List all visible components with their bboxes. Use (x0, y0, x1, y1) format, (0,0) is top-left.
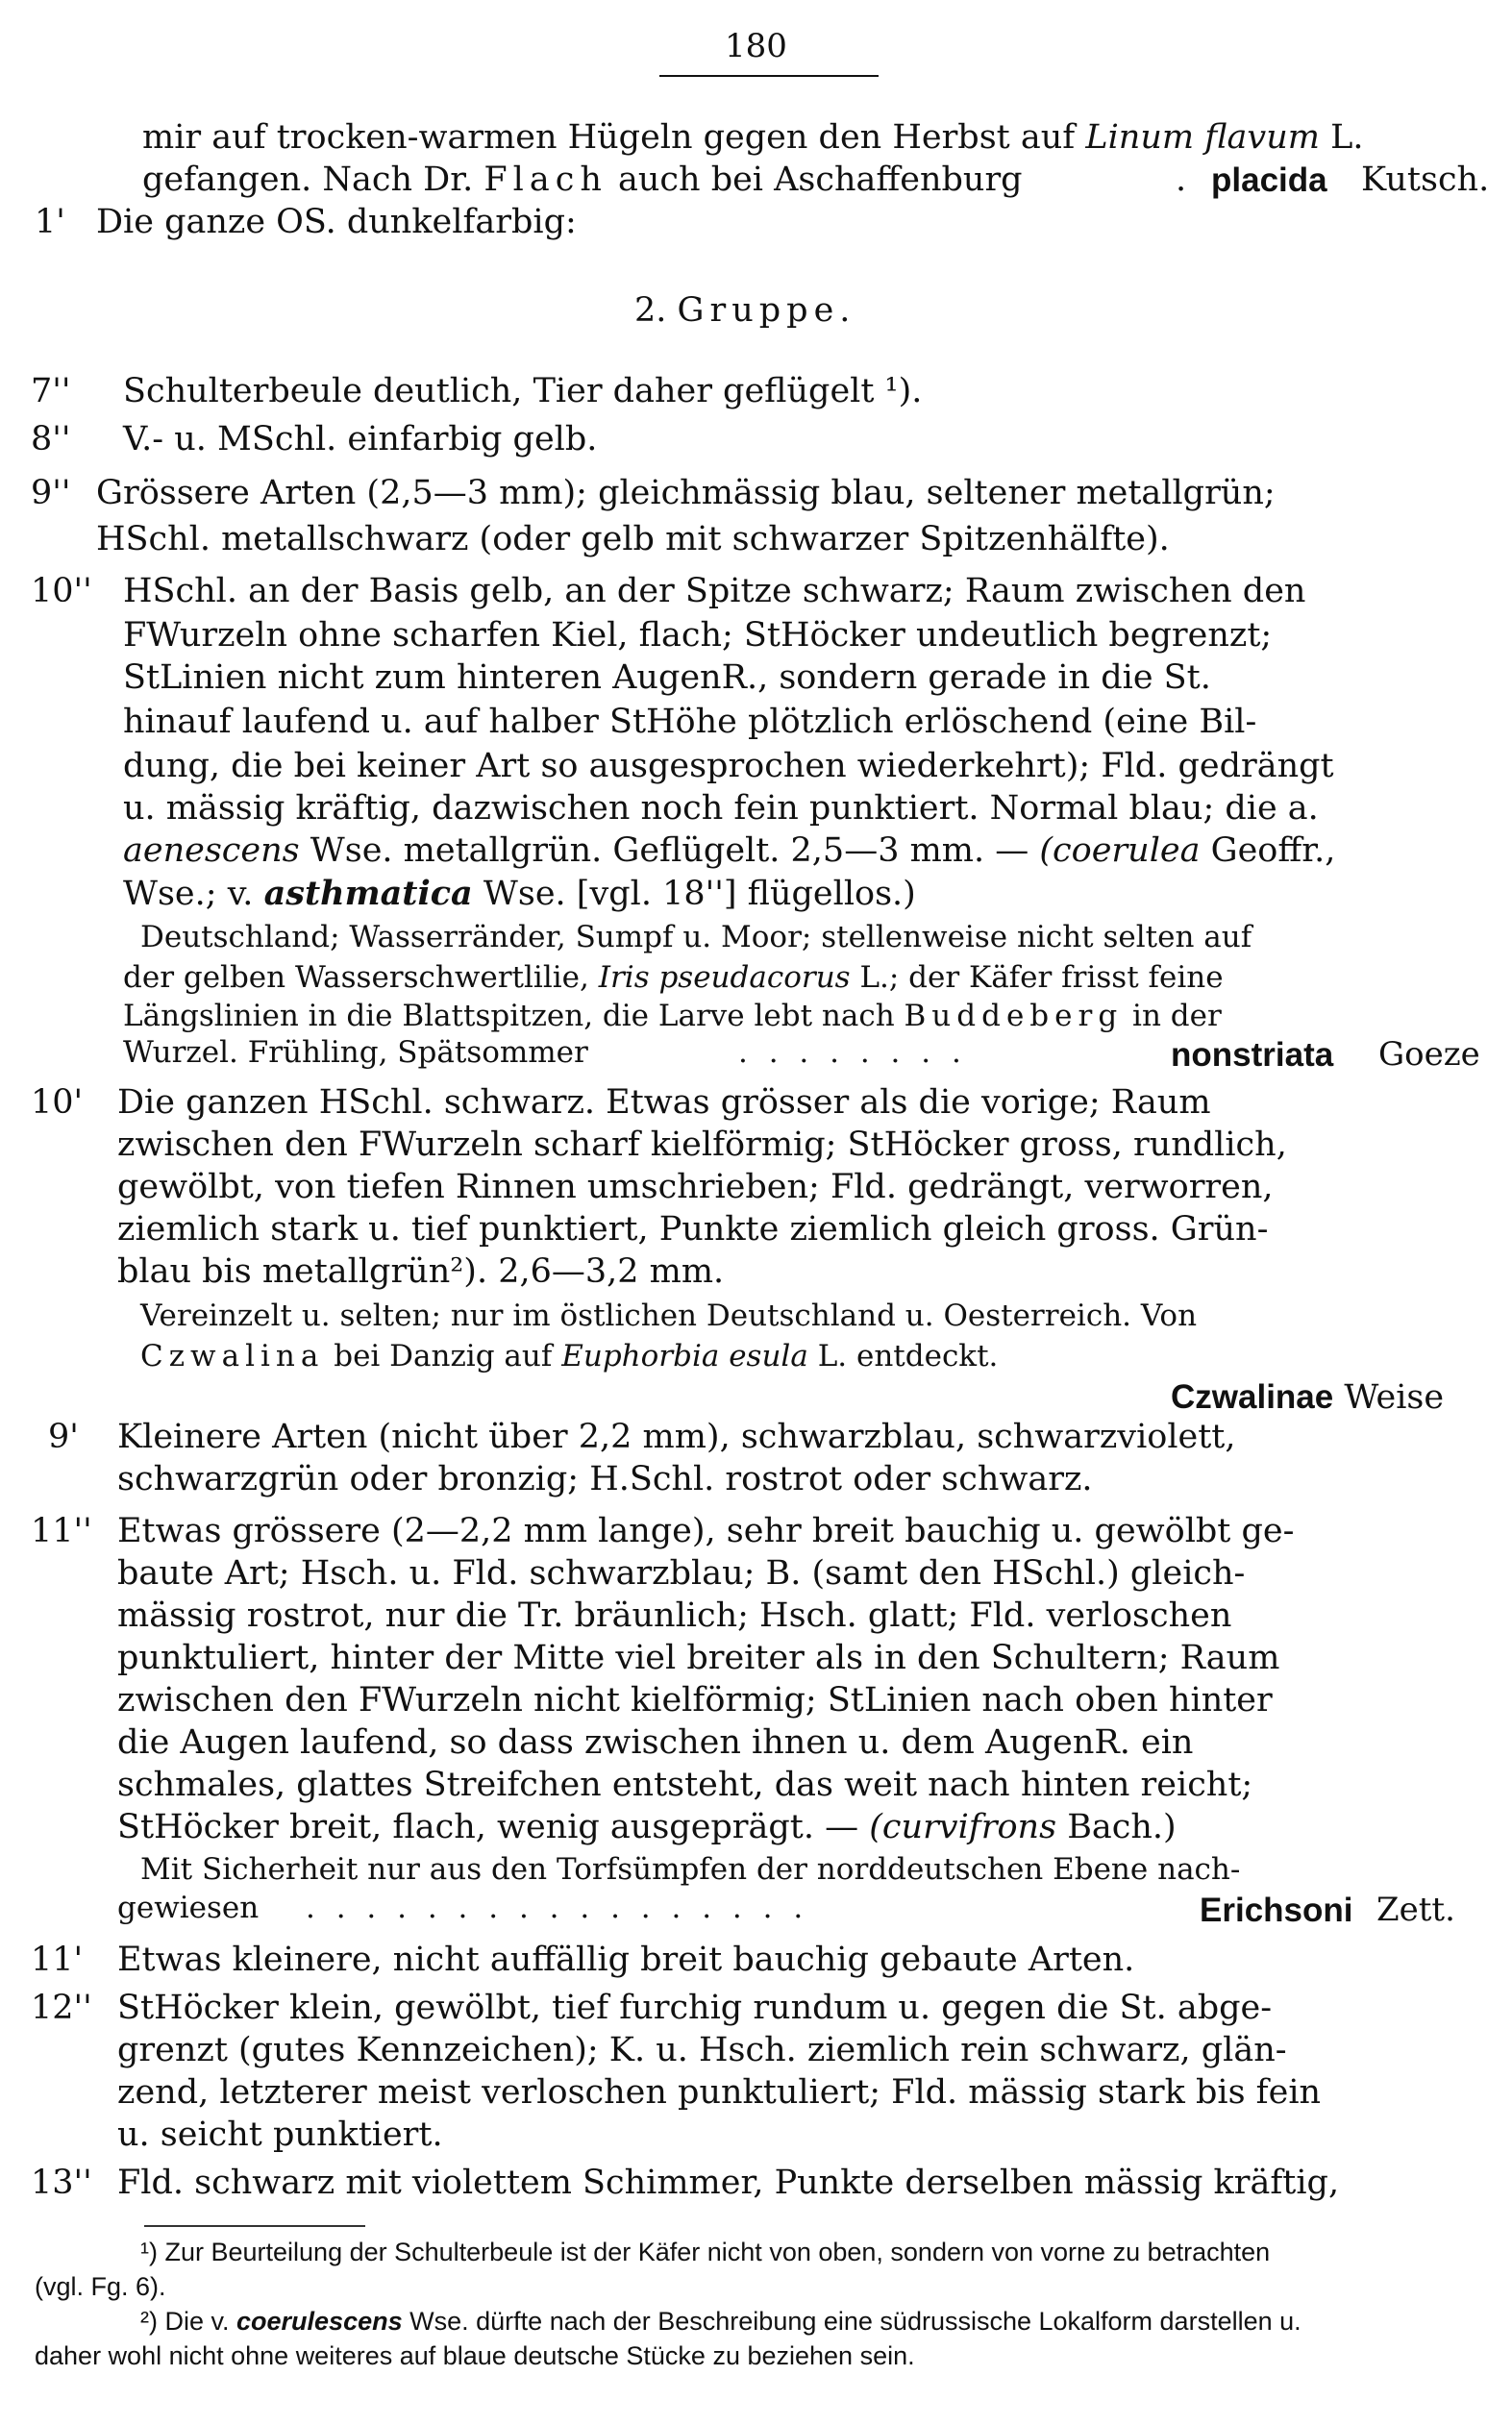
text-line: schmales, glattes Streifchen entsteht, das weit nach hinten reicht; (117, 1766, 1253, 1804)
text-line: V.- u. MSchl. einfarbig gelb. (123, 420, 598, 458)
text-segment: auch bei Aschaffenburg (618, 161, 1023, 199)
text-segment: gefangen. Nach Dr. (142, 161, 474, 199)
text-line (123, 831, 1336, 870)
text-line (123, 999, 1222, 1033)
text-line (123, 874, 916, 913)
footnote-line (140, 2309, 1301, 2335)
key-number: 11' (31, 1941, 84, 1979)
text-line: HSchl. an der Basis gelb, an der Spitze schwarz; Raum zwischen den (123, 572, 1306, 610)
text-line: grenzt (gutes Kennzeichen); K. u. Hsch. ziemlich rein schwarz, glän- (117, 2031, 1287, 2069)
text-line: ziemlich stark u. tief punktiert, Punkte ziemlich gleich gross. Grün- (117, 1210, 1269, 1249)
text-line: zend, letzterer meist verloschen punktuliert; Fld. mässig stark bis fein (117, 2073, 1322, 2112)
species-name: Euphorbia esula (561, 1339, 808, 1373)
species-title: Czwalinae (1171, 1378, 1334, 1416)
species-author: Weise (1344, 1378, 1445, 1417)
text-line (117, 1891, 1482, 1929)
text-line: Fld. schwarz mit violettem Schimmer, Punkte derselben mässig kräftig, (117, 2164, 1340, 2202)
text-line (123, 1035, 1488, 1074)
text-line: Etwas grössere (2—2,2 mm lange), sehr breit bauchig u. gewölbt ge- (117, 1512, 1295, 1550)
text-segment: Wse.; v. (123, 875, 254, 913)
text-line: dung, die bei keiner Art so ausgesprochen wiederkehrt); Fld. gedrängt (123, 747, 1334, 785)
species-name: (coerulea (1039, 831, 1201, 870)
text-segment: Längslinien in die Blattspitzen, die Larve lebt nach (123, 999, 895, 1033)
text-line: Die ganzen HSchl. schwarz. Etwas grösser als die vorige; Raum (117, 1083, 1211, 1122)
text-line: FWurzeln ohne scharfen Kiel, flach; StHöcker undeutlich begrenzt; (123, 616, 1273, 655)
footnote-line: ¹) Zur Beurteilung der Schulterbeule ist der Käfer nicht von oben, sondern von vorne zu betrachten (140, 2238, 1271, 2266)
text-segment: Wse. [vgl. 18''] flügellos.) (483, 875, 916, 913)
species-author: Kutsch. (1361, 161, 1490, 199)
text-segment: L. (1330, 118, 1364, 157)
key-number: 10'' (31, 572, 92, 610)
species-author: Zett. (1376, 1891, 1455, 1929)
species-author: Goeze (1378, 1035, 1480, 1074)
author-name: Flach (483, 161, 607, 199)
text-segment: L. entdeckt. (817, 1339, 999, 1373)
author-name: Buddeberg (904, 999, 1124, 1033)
leader-dots: . . . . . . . . . . . . . . . . . (306, 1891, 809, 1925)
text-line: Etwas kleinere, nicht auffällig breit bauchig gebaute Arten. (117, 1941, 1135, 1979)
species-name: (curvifrons (869, 1808, 1057, 1846)
text-line: u. mässig kräftig, dazwischen noch fein punktiert. Normal blau; die a. (123, 789, 1319, 828)
text-line: die Augen laufend, so dass zwischen ihnen u. dem AugenR. ein (117, 1723, 1194, 1762)
text-line: Kleinere Arten (nicht über 2,2 mm), schwarzblau, schwarzviolett, (117, 1418, 1236, 1456)
text-line: zwischen den FWurzeln nicht kielförmig; StLinien nach oben hinter (117, 1681, 1273, 1720)
text-segment: Bach.) (1067, 1808, 1177, 1846)
species-name: coerulescens (236, 2307, 403, 2336)
text-line: hinauf laufend u. auf halber StHöhe plötzlich erlöschend (eine Bil- (123, 703, 1257, 741)
key-number: 7'' (31, 372, 71, 410)
key-number: 11'' (31, 1512, 92, 1550)
text-line: Grössere Arten (2,5—3 mm); gleichmässig blau, seltener metallgrün; (96, 474, 1276, 512)
text-line (140, 1339, 999, 1373)
text-segment: Wse. metallgrün. Geflügelt. 2,5—3 mm. — (310, 831, 1029, 870)
author-name: Czwalina (140, 1339, 325, 1373)
text-line: baute Art; Hsch. u. Fld. schwarzblau; B. (samt den HSchl.) gleich- (117, 1554, 1246, 1593)
page-number: 180 (725, 27, 787, 65)
text-line: schwarzgrün oder bronzig; H.Schl. rostrot oder schwarz. (117, 1460, 1093, 1498)
text-segment: Wurzel. Frühling, Spätsommer (123, 1035, 588, 1070)
text-line: Die ganze OS. dunkelfarbig: (96, 203, 577, 241)
header-rule (659, 75, 879, 77)
species-title: Erichsoni (1200, 1892, 1353, 1929)
key-number: 9'' (31, 474, 71, 512)
key-number: 10' (31, 1083, 84, 1122)
text-line: Deutschland; Wasserränder, Sumpf u. Moor; stellenweise nicht selten auf (140, 920, 1252, 954)
text-segment: Wse. dürfte nach der Beschreibung eine südrussische Lokalform darstellen u. (409, 2307, 1301, 2336)
group-heading (634, 291, 856, 330)
text-line (123, 960, 1224, 995)
text-segment: StHöcker breit, flach, wenig ausgeprägt. — (117, 1808, 859, 1846)
key-number: 12'' (31, 1989, 92, 2027)
key-number: 8'' (31, 420, 71, 458)
text-line: zwischen den FWurzeln scharf kielförmig; StHöcker gross, rundlich, (117, 1126, 1287, 1164)
key-number: 1' (35, 203, 65, 241)
text-line (142, 163, 1488, 197)
text-line (142, 118, 1364, 157)
text-segment: Gruppe. (677, 291, 856, 330)
text-line: StHöcker klein, gewölbt, tief furchig rundum u. gegen die St. abge- (117, 1989, 1273, 2027)
species-name: Linum flavum (1085, 118, 1320, 157)
text-line (117, 1808, 1177, 1846)
text-line: Mit Sicherheit nur aus den Torfsümpfen der norddeutschen Ebene nach- (140, 1852, 1241, 1887)
key-number: 9' (48, 1418, 79, 1456)
text-line: u. seicht punktiert. (117, 2116, 443, 2154)
text-line: HSchl. metallschwarz (oder gelb mit schwarzer Spitzenhälfte). (96, 520, 1170, 558)
text-segment: Geoffr., (1210, 831, 1336, 870)
leader-dots: . . . . . . . . (738, 1035, 967, 1070)
text-line: mässig rostrot, nur die Tr. bräunlich; Hsch. glatt; Fld. verloschen (117, 1596, 1232, 1635)
species-title: placida (1211, 161, 1327, 199)
text-line: blau bis metallgrün²). 2,6—3,2 mm. (117, 1252, 725, 1291)
text-line: gewölbt, von tiefen Rinnen umschrieben; Fld. gedrängt, verworren, (117, 1168, 1274, 1206)
text-segment: gewiesen (117, 1891, 260, 1925)
text-segment: in der (1132, 999, 1222, 1033)
text-segment: L.; der Käfer frisst feine (859, 960, 1224, 995)
text-segment: 2. (634, 291, 667, 330)
text-line: punktuliert, hinter der Mitte viel breiter als in den Schultern; Raum (117, 1639, 1280, 1677)
text-line: StLinien nicht zum hinteren AugenR., sondern gerade in die St. (123, 658, 1211, 697)
text-line: Vereinzelt u. selten; nur im östlichen Deutschland u. Oesterreich. Von (140, 1299, 1198, 1333)
footnote-line: daher wohl nicht ohne weiteres auf blaue deutsche Stücke zu beziehen sein. (35, 2341, 915, 2370)
text-line: Schulterbeule deutlich, Tier daher geflügelt ¹). (123, 372, 923, 410)
text-segment: mir auf trocken-warmen Hügeln gegen den Herbst auf (142, 118, 1076, 157)
species-name: Iris pseudacorus (598, 960, 851, 995)
species-name: asthmatica (263, 874, 473, 913)
text-segment: der gelben Wasserschwertlilie, (123, 960, 589, 995)
species-title: nonstriata (1171, 1036, 1334, 1074)
footnote-rule (144, 2225, 365, 2227)
key-number: 13'' (31, 2164, 92, 2202)
species-name: aenescens (123, 831, 300, 870)
text-segment: . (1176, 161, 1187, 199)
text-segment: ²) Die v. (140, 2307, 230, 2336)
text-line (1171, 1380, 1444, 1415)
text-segment: bei Danzig auf (334, 1339, 553, 1373)
footnote-line: (vgl. Fg. 6). (35, 2272, 166, 2301)
